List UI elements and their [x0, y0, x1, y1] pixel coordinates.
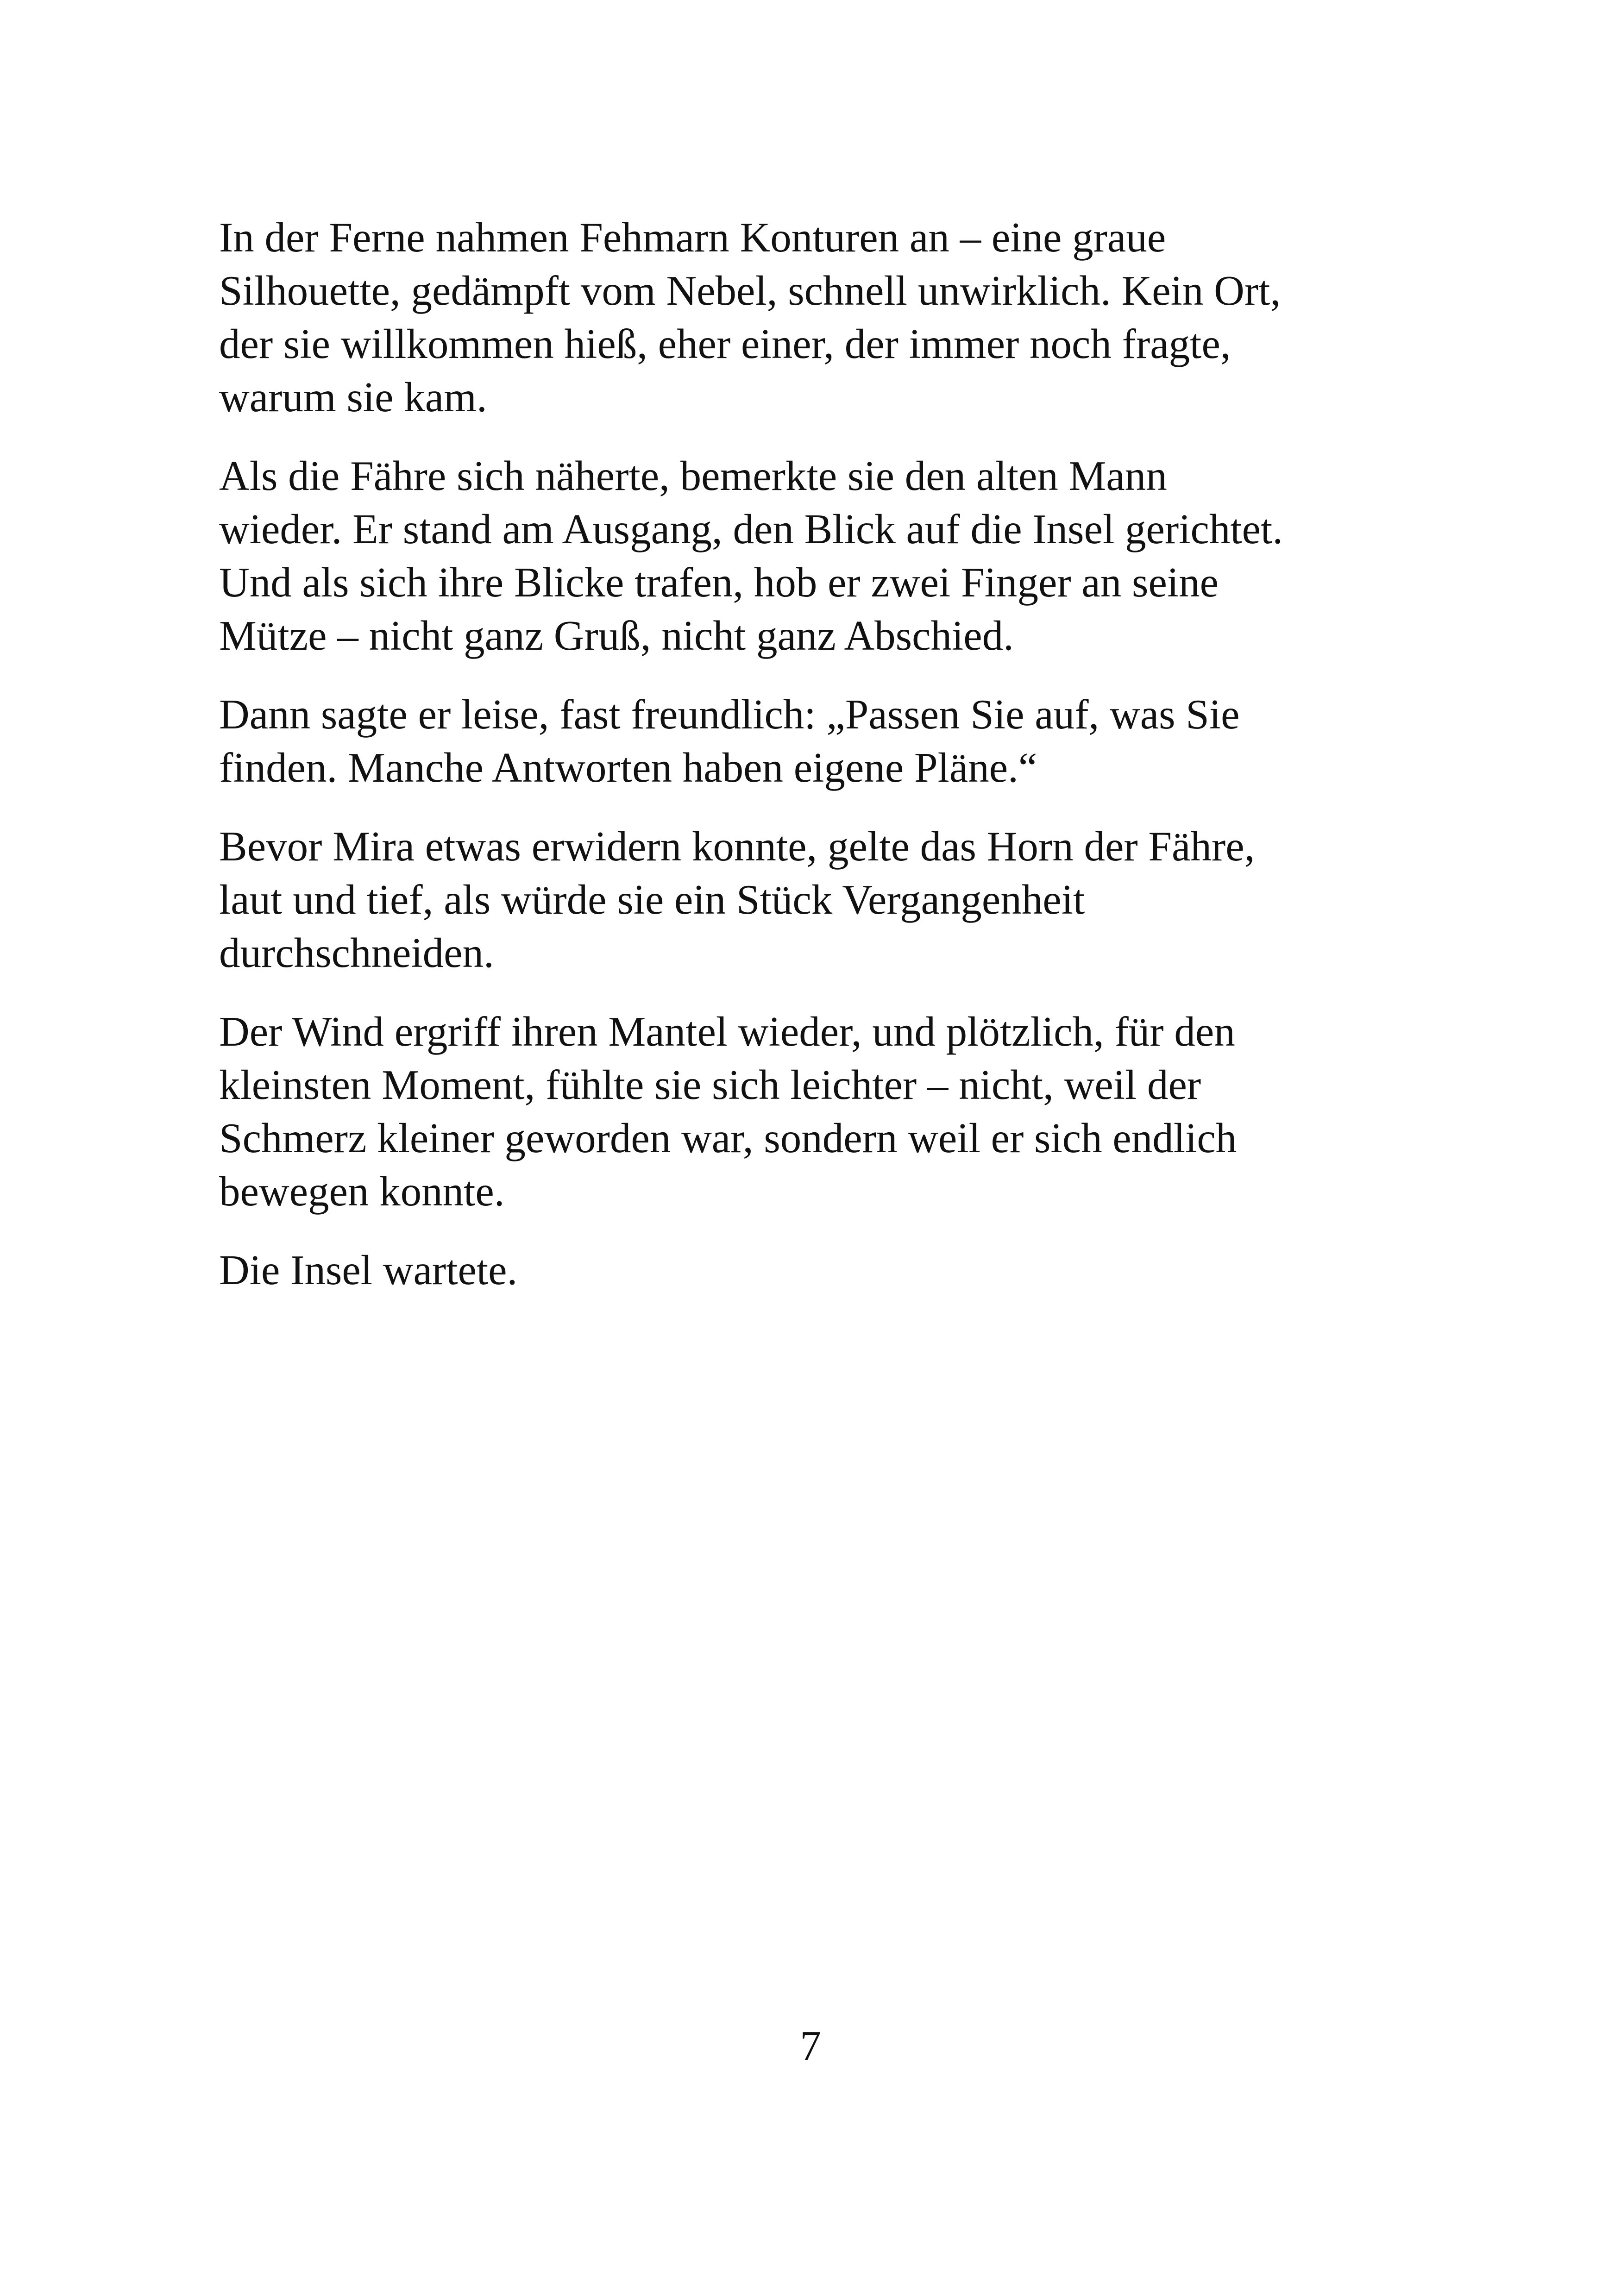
paragraph-4 — [219, 820, 1423, 979]
text-line: Schmerz kleiner geworden war, sondern weil er sich endlich — [219, 1115, 1237, 1161]
text-line: In der Ferne nahmen Fehmarn Konturen an – eine graue — [219, 214, 1166, 261]
text-line: warum sie kam. — [219, 374, 487, 420]
paragraph-6 — [219, 1243, 1423, 1297]
text-line: kleinsten Moment, fühlte sie sich leichter – nicht, weil der — [219, 1061, 1201, 1108]
text-line: Mütze – nicht ganz Gruß, nicht ganz Abschied. — [219, 612, 1014, 659]
paragraph-3 — [219, 688, 1423, 794]
text-line: Bevor Mira etwas erwidern konnte, gelte das Horn der Fähre, — [219, 823, 1255, 870]
text-line: laut und tief, als würde sie ein Stück Vergangenheit — [219, 876, 1085, 923]
text-line: Dann sagte er leise, fast freundlich: „Passen Sie auf, was Sie — [219, 691, 1240, 738]
paragraph-2 — [219, 449, 1423, 662]
paragraph-5 — [219, 1005, 1423, 1218]
paragraph-1 — [219, 211, 1423, 424]
text-line: Als die Fähre sich näherte, bemerkte sie den alten Mann — [219, 452, 1167, 499]
body-text — [219, 211, 1423, 1322]
text-line: bewegen konnte. — [219, 1168, 505, 1215]
text-line: Die Insel wartete. — [219, 1247, 518, 1293]
text-line: der sie willkommen hieß, eher einer, der immer noch fragte, — [219, 320, 1231, 367]
page-number: 7 — [800, 2022, 821, 2069]
text-line: finden. Manche Antworten haben eigene Pläne.“ — [219, 744, 1037, 791]
text-line: Der Wind ergriff ihren Mantel wieder, und plötzlich, für den — [219, 1008, 1235, 1055]
text-line: Und als sich ihre Blicke trafen, hob er zwei Finger an seine — [219, 559, 1219, 606]
text-line: durchschneiden. — [219, 929, 494, 976]
text-line: Silhouette, gedämpft vom Nebel, schnell unwirklich. Kein Ort, — [219, 267, 1281, 314]
text-line: wieder. Er stand am Ausgang, den Blick auf die Insel gerichtet. — [219, 506, 1283, 552]
